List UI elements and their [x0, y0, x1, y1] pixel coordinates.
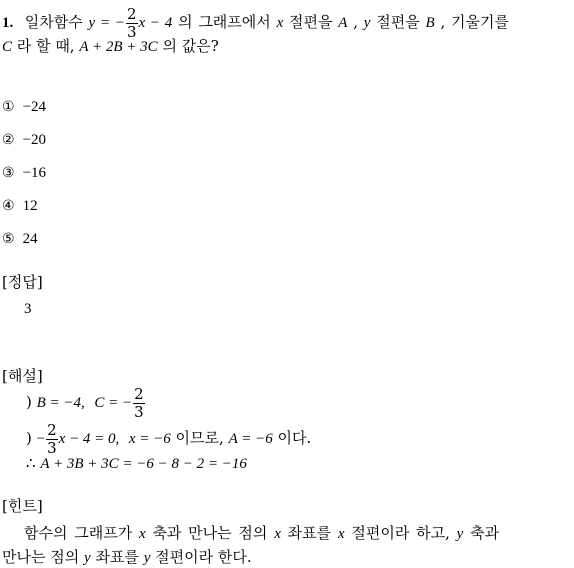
question-text: ,: [353, 13, 359, 31]
hint-var-y: y: [456, 526, 464, 542]
explanation-label: [해설]: [2, 367, 43, 385]
question-var-y: y: [363, 15, 371, 31]
explanation-fraction: [133, 384, 145, 421]
question-fraction-denominator: 3: [126, 22, 137, 41]
question-text: 절편을: [289, 13, 333, 31]
question-text: 라 할 때,: [16, 37, 75, 55]
question-text: 의 그래프에서: [178, 13, 271, 31]
hint-text: 축과 만나는 점의: [152, 524, 268, 542]
option-3[interactable]: [2, 162, 46, 183]
explanation-line-3: [26, 453, 247, 474]
explanation-equation: A = −6: [228, 431, 273, 447]
question-number: 1.: [2, 15, 14, 31]
hint-text: 절편이라 하고,: [351, 524, 450, 542]
question-var-x: x: [276, 15, 284, 31]
explanation-paren: ): [26, 429, 32, 447]
hint-label: [힌트]: [2, 497, 43, 515]
explanation-paren: ): [26, 393, 32, 411]
option-value: −24: [22, 99, 47, 115]
option-value: −16: [22, 165, 47, 181]
option-5[interactable]: [2, 228, 38, 249]
explanation-equation: x = −6: [128, 431, 171, 447]
hint-text: 만나는 점의: [2, 548, 80, 566]
hint-var-x: x: [274, 526, 281, 542]
question-expression: A + 2B + 3C: [79, 39, 158, 55]
explanation-text: 이므로,: [175, 429, 224, 447]
option-4[interactable]: [2, 195, 38, 216]
explanation-fraction-numerator: 2: [134, 384, 144, 403]
option-marker: ⑤: [2, 231, 15, 247]
answer-label: [정답]: [2, 273, 43, 291]
option-value: 12: [22, 198, 38, 214]
hint-var-y: y: [84, 550, 91, 566]
hint-text: 좌표를: [287, 524, 332, 542]
hint-var-x: x: [138, 526, 146, 542]
explanation-eq-c-head: C = −: [94, 395, 133, 411]
question-line-2: [2, 36, 219, 57]
question-line-1: [2, 4, 509, 41]
explanation-fraction-denominator: 3: [47, 438, 57, 457]
question-fraction-numerator: 2: [126, 4, 137, 23]
option-marker: ④: [2, 198, 15, 214]
question-var-a: A: [338, 15, 348, 31]
explanation-fraction-numerator: 2: [47, 420, 57, 439]
hint-var-x: x: [337, 526, 345, 542]
question-text: 일차함수: [24, 13, 83, 31]
hint-text: 절편이라 한다.: [155, 548, 252, 566]
question-var-b: B: [425, 15, 435, 31]
option-marker: ①: [2, 99, 15, 115]
option-value: −20: [22, 132, 47, 148]
hint-text: 축과: [470, 524, 500, 542]
hint-line-1: [24, 523, 499, 544]
option-marker: ②: [2, 132, 15, 148]
question-var-c: C: [2, 39, 13, 55]
explanation-minus: −: [36, 431, 46, 447]
explanation-fraction-denominator: 3: [134, 402, 144, 421]
option-2[interactable]: [2, 129, 46, 150]
question-text: 절편을: [376, 13, 420, 31]
explanation-text: 이다.: [277, 429, 312, 447]
therefore-symbol: ∴: [26, 454, 36, 472]
hint-text: 함수의 그래프가: [24, 524, 133, 542]
option-value: 24: [22, 231, 38, 247]
question-text: , 기울기를: [440, 13, 509, 31]
question-fraction: [126, 4, 138, 41]
explanation-equation: A + 3B + 3C = −6 − 8 − 2 = −16: [40, 456, 247, 472]
question-equation-tail: x − 4: [138, 15, 173, 31]
option-marker: ③: [2, 165, 15, 181]
question-text: 의 값은?: [162, 37, 219, 55]
hint-line-2: [2, 547, 252, 568]
option-1[interactable]: [2, 96, 46, 117]
answer-value: 3: [24, 301, 32, 317]
explanation-line-2: [26, 418, 311, 458]
explanation-equation: x − 4 = 0,: [58, 431, 120, 447]
hint-text: 좌표를: [95, 548, 139, 566]
question-equation-head: y = −: [88, 15, 125, 31]
hint-var-y: y: [143, 550, 151, 566]
explanation-fraction: [46, 420, 58, 457]
explanation-eq-b: B = −4,: [36, 395, 85, 411]
